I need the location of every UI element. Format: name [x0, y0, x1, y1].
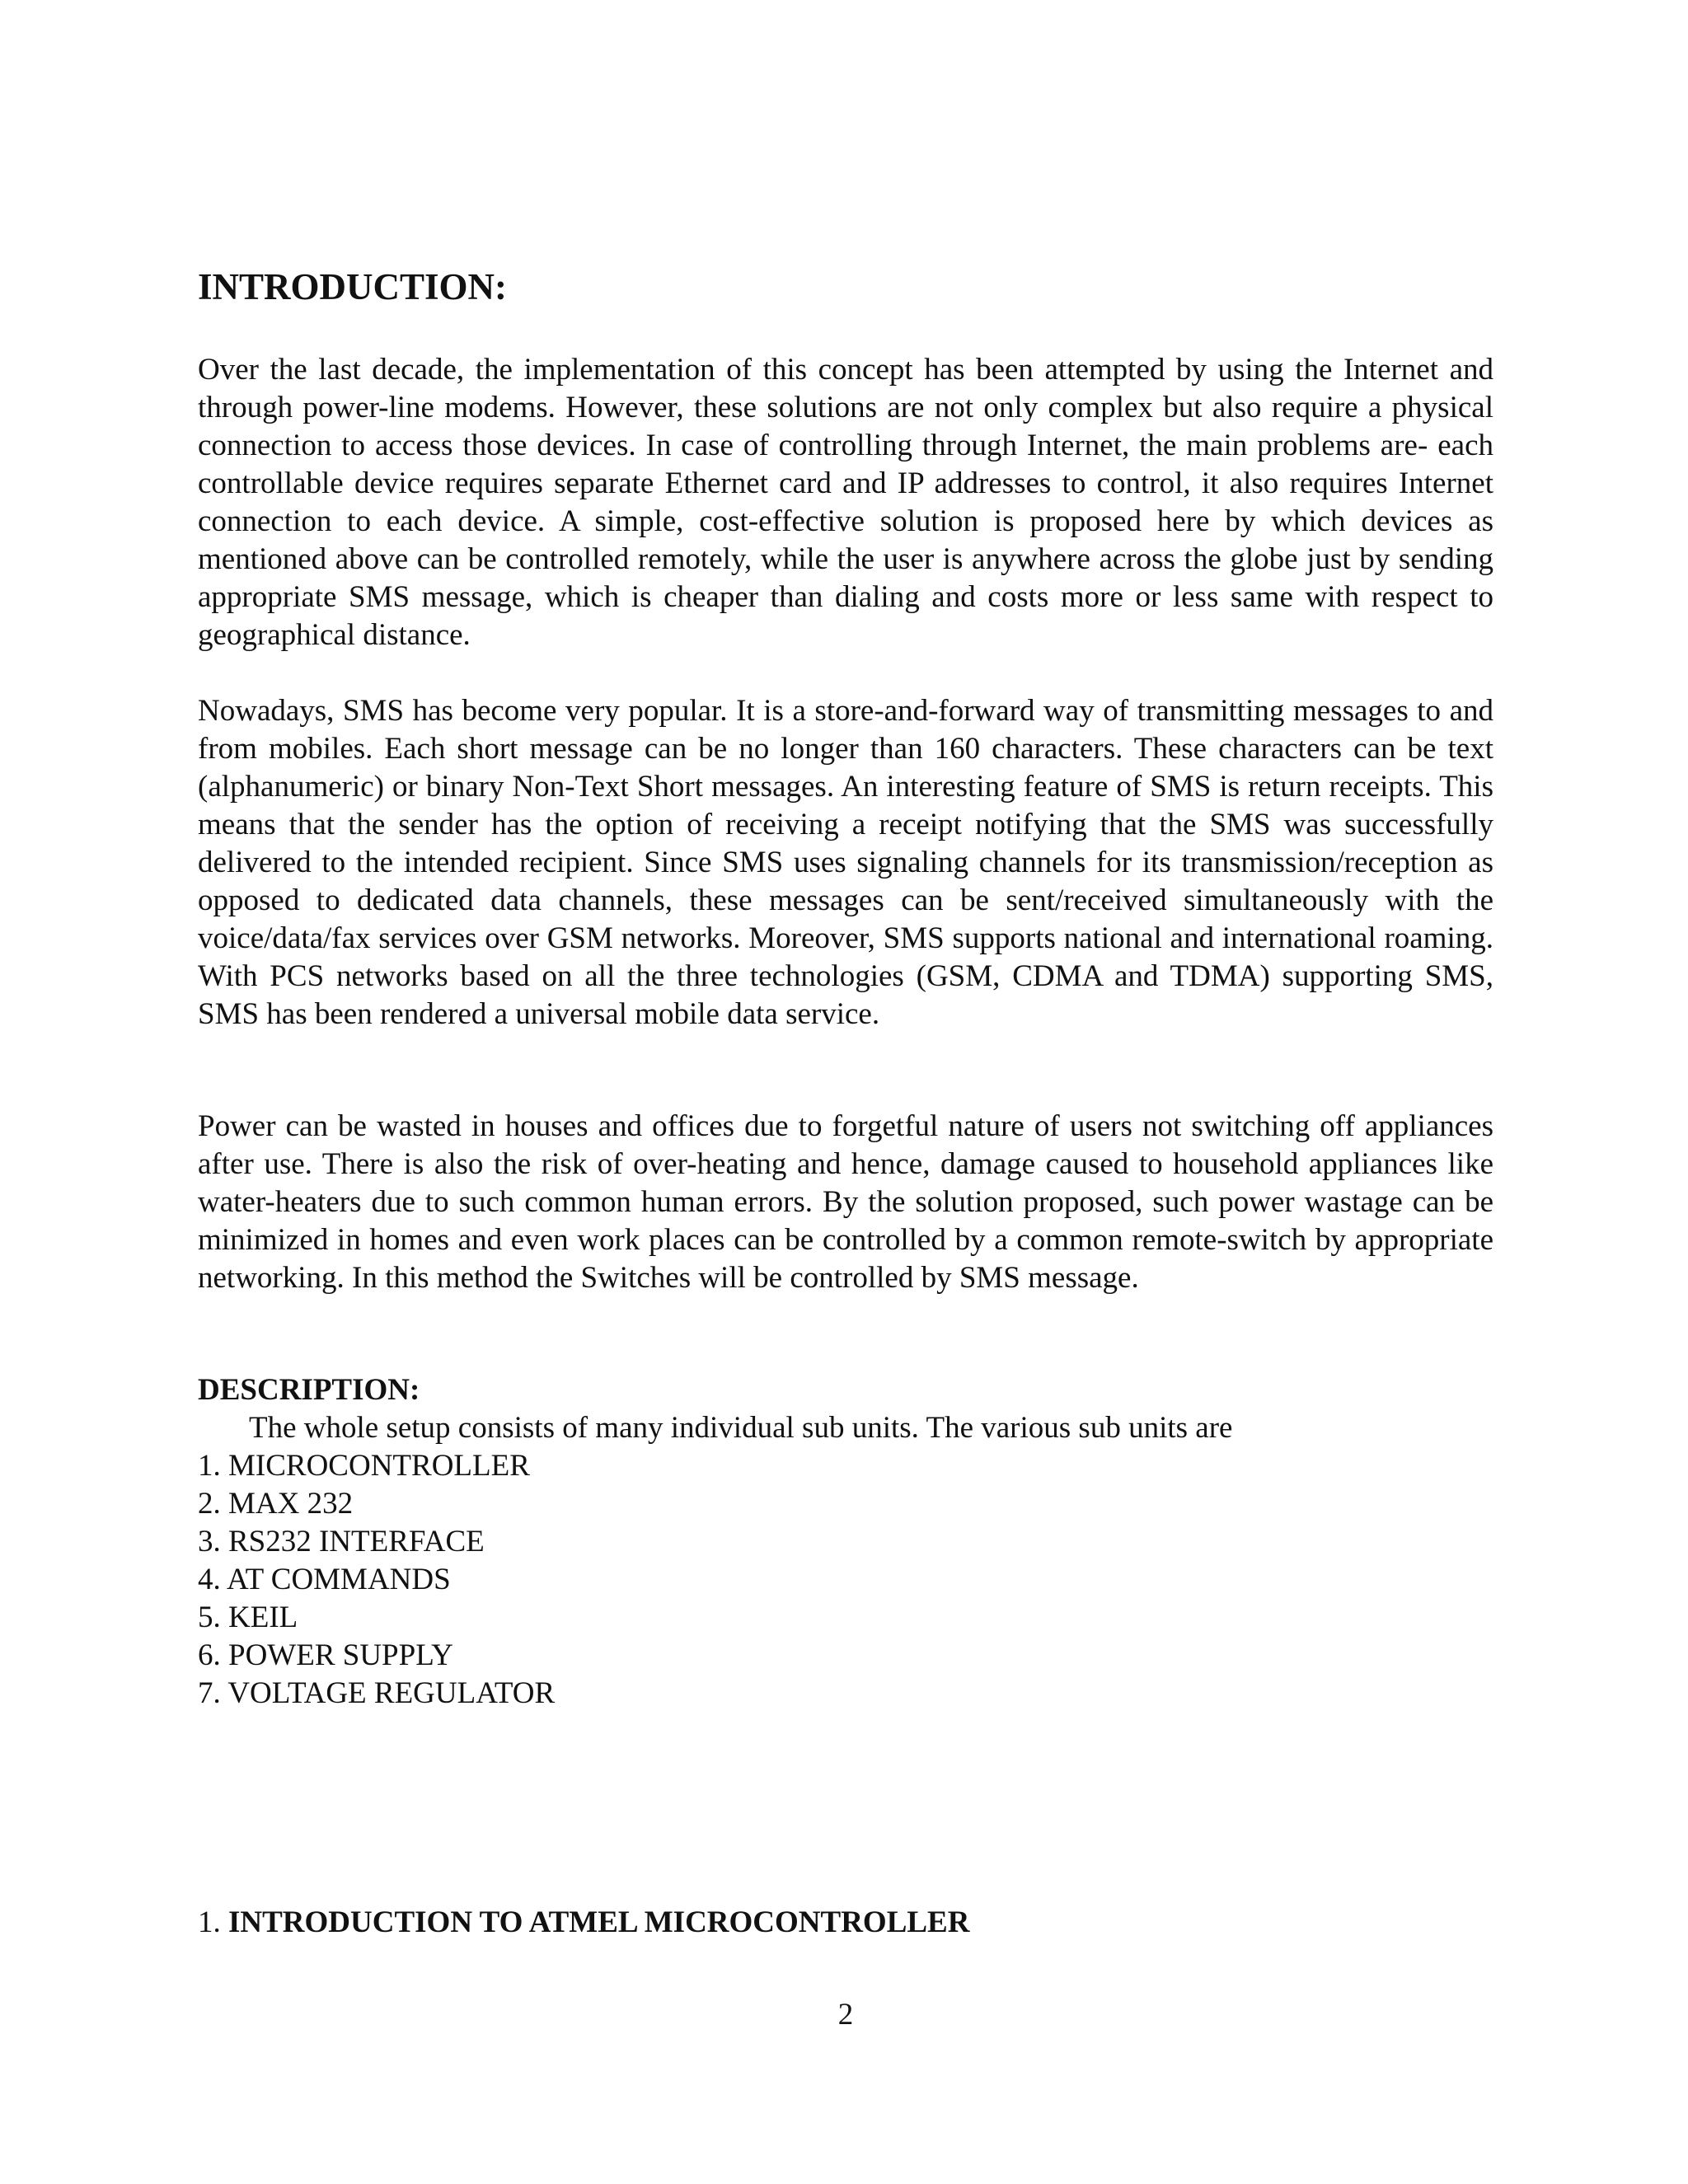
list-item: 2. MAX 232	[198, 1487, 354, 1521]
intro-paragraph-3: Power can be wasted in houses and offices due to forgetful nature of users not switching off appliances after use. There is also the risk of over-heating and hence, damage caused to household appliances like water-heaters due to such common human errors. By the solution proposed, such power wastage can be minimized in homes and even work places can be controlled by a common remote-switch by appropriate networking. In this method the Switches will be controlled by SMS message.	[198, 1109, 1493, 1295]
list-item: 1. MICROCONTROLLER	[198, 1449, 530, 1483]
list-item: 5. KEIL	[198, 1601, 298, 1634]
list-item: 7. VOLTAGE REGULATOR	[198, 1676, 556, 1710]
sub-units-list	[198, 1447, 555, 1713]
list-item: 6. POWER SUPPLY	[198, 1638, 453, 1672]
section-number: 1.	[198, 1905, 228, 1939]
section-title: INTRODUCTION TO ATMEL MICROCONTROLLER	[228, 1905, 970, 1939]
list-item: 4. AT COMMANDS	[198, 1563, 451, 1596]
intro-paragraph-1: Over the last decade, the implementation of this concept has been attempted by using the Internet and through power-line modems. However, these solutions are not only complex but also require a physical connection to access those devices. In case of controlling through Internet, the main problems are- each controllable device requires separate Ethernet card and IP addresses to control, it also requires Internet connection to each device. A simple, cost-effective solution is proposed here by which devices as mentioned above can be controlled remotely, while the user is anywhere across the globe just by sending appropriate SMS message, which is cheaper than dialing and costs more or less same with respect to geographical distance.	[198, 353, 1493, 652]
page-number: 2	[837, 1998, 854, 2032]
introduction-heading: INTRODUCTION:	[198, 266, 508, 307]
list-item: 3. RS232 INTERFACE	[198, 1525, 485, 1558]
description-intro: The whole setup consists of many individual sub units. The various sub units are	[249, 1411, 1233, 1445]
section-heading	[198, 1904, 969, 1942]
document-page	[198, 0, 1493, 2184]
description-heading: DESCRIPTION:	[198, 1373, 420, 1407]
intro-paragraph-2: Nowadays, SMS has become very popular. It is a store-and-forward way of transmitting messages to and from mobiles. Each short message can be no longer than 160 characters. These characters can be text (alphanumeric) or binary Non-Text Short messages. An interesting feature of SMS is return receipts. This means that the sender has the option of receiving a receipt notifying that the SMS was successfully delivered to the intended recipient. Since SMS uses signaling channels for its transmission/reception as opposed to dedicated data channels, these messages can be sent/received simultaneously with the voice/data/fax services over GSM networks. Moreover, SMS supports national and international roaming. With PCS networks based on all the three technologies (GSM, CDMA and TDMA) supporting SMS, SMS has been rendered a universal mobile data service.	[198, 694, 1493, 1031]
